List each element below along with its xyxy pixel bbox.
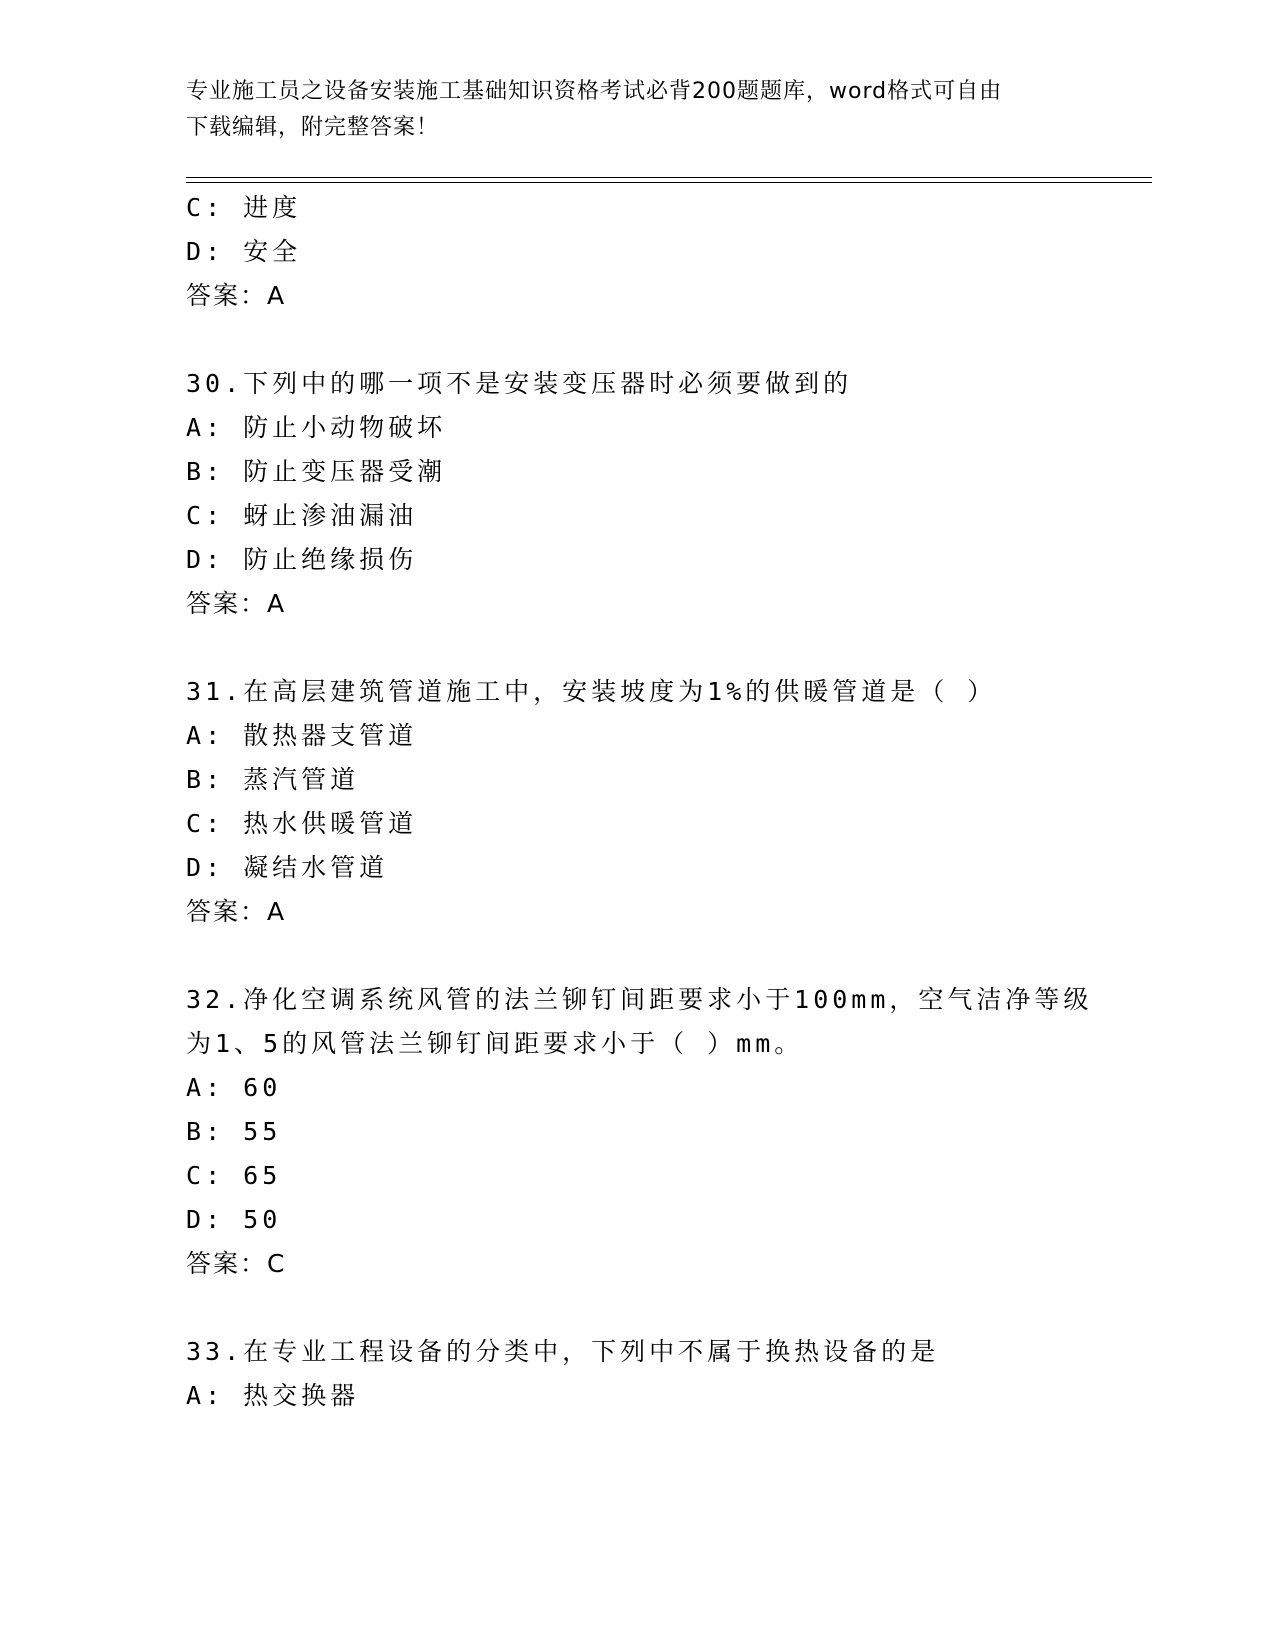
option-label: C xyxy=(186,1161,206,1190)
option-d: D: 安全 xyxy=(186,237,302,266)
question-32-option-c: C: 65 xyxy=(186,1161,282,1190)
question-text: 为1、5的风管法兰铆钉间距要求小于（ ）mm。 xyxy=(186,1029,804,1058)
answer-label: 答案： xyxy=(186,281,268,310)
question-30-option-b: B: 防止变压器受潮 xyxy=(186,457,447,486)
option-text: 安全 xyxy=(243,237,302,266)
header-divider-top xyxy=(186,177,1152,178)
option-text: 凝结水管道 xyxy=(243,853,389,882)
header-divider-bottom xyxy=(186,182,1152,183)
question-31-answer xyxy=(186,897,286,927)
option-label: A xyxy=(186,1073,206,1102)
question-32-stem xyxy=(186,985,1092,1015)
document-header xyxy=(186,74,1066,146)
option-label: D xyxy=(186,853,206,882)
question-number: 33. xyxy=(186,1337,244,1366)
question-32-stem-continued xyxy=(186,1029,803,1059)
question-31-option-c: C: 热水供暖管道 xyxy=(186,809,418,838)
option-label: B xyxy=(186,1117,206,1146)
question-32-option-d: D: 50 xyxy=(186,1205,282,1234)
option-label: A xyxy=(186,413,206,442)
question-number: 31. xyxy=(186,677,244,706)
question-text: 下列中的哪一项不是安装变压器时必须要做到的 xyxy=(243,369,853,398)
option-text: 散热器支管道 xyxy=(243,721,418,750)
answer-value: C xyxy=(267,1249,287,1278)
option-text: 55 xyxy=(243,1117,282,1146)
question-31-option-d: D: 凝结水管道 xyxy=(186,853,389,882)
answer-label: 答案： xyxy=(186,589,268,618)
header-line-1: 专业施工员之设备安装施工基础知识资格考试必背200题题库，word格式可自由 xyxy=(186,79,1003,104)
question-33-option-a: A: 热交换器 xyxy=(186,1381,360,1410)
question-text: 在高层建筑管道施工中，安装坡度为1%的供暖管道是（ ） xyxy=(243,677,997,706)
option-label: C xyxy=(186,809,206,838)
answer-line xyxy=(186,281,286,311)
option-text: 50 xyxy=(243,1205,282,1234)
option-label: A xyxy=(186,721,206,750)
option-label: D xyxy=(186,237,206,266)
question-30-option-c: C: 蚜止渗油漏油 xyxy=(186,501,418,530)
option-label: A xyxy=(186,1381,206,1410)
question-text: 净化空调系统风管的法兰铆钉间距要求小于100mm，空气洁净等级 xyxy=(243,985,1093,1014)
option-text: 进度 xyxy=(243,193,302,222)
option-c: C: 进度 xyxy=(186,193,302,222)
question-31-option-b: B: 蒸汽管道 xyxy=(186,765,360,794)
option-label: D xyxy=(186,1205,206,1234)
header-line-2: 下载编辑，附完整答案！ xyxy=(186,115,440,140)
option-label: B xyxy=(186,457,206,486)
option-text: 热交换器 xyxy=(243,1381,360,1410)
option-text: 防止绝缘损伤 xyxy=(243,545,418,574)
option-label: B xyxy=(186,765,206,794)
question-33-stem xyxy=(186,1337,939,1367)
option-text: 防止小动物破坏 xyxy=(243,413,447,442)
question-number: 32. xyxy=(186,985,244,1014)
question-number: 30. xyxy=(186,369,244,398)
answer-label: 答案： xyxy=(186,1249,268,1278)
answer-value: A xyxy=(267,281,287,310)
option-text: 65 xyxy=(243,1161,282,1190)
question-32-option-a: A: 60 xyxy=(186,1073,282,1102)
option-text: 防止变压器受潮 xyxy=(243,457,447,486)
answer-label: 答案： xyxy=(186,897,268,926)
question-32-option-b: B: 55 xyxy=(186,1117,282,1146)
question-30-option-d: D: 防止绝缘损伤 xyxy=(186,545,418,574)
question-30-option-a: A: 防止小动物破坏 xyxy=(186,413,447,442)
option-label: C xyxy=(186,501,206,530)
option-text: 蒸汽管道 xyxy=(243,765,360,794)
option-label: D xyxy=(186,545,206,574)
option-text: 蚜止渗油漏油 xyxy=(243,501,418,530)
question-32-answer xyxy=(186,1249,286,1279)
option-label: C xyxy=(186,193,206,222)
option-text: 60 xyxy=(243,1073,282,1102)
option-text: 热水供暖管道 xyxy=(243,809,418,838)
question-31-option-a: A: 散热器支管道 xyxy=(186,721,418,750)
question-text: 在专业工程设备的分类中，下列中不属于换热设备的是 xyxy=(243,1337,940,1366)
answer-value: A xyxy=(267,589,287,618)
question-30-stem xyxy=(186,369,852,399)
question-31-stem xyxy=(186,677,996,707)
answer-value: A xyxy=(267,897,287,926)
question-30-answer xyxy=(186,589,286,619)
